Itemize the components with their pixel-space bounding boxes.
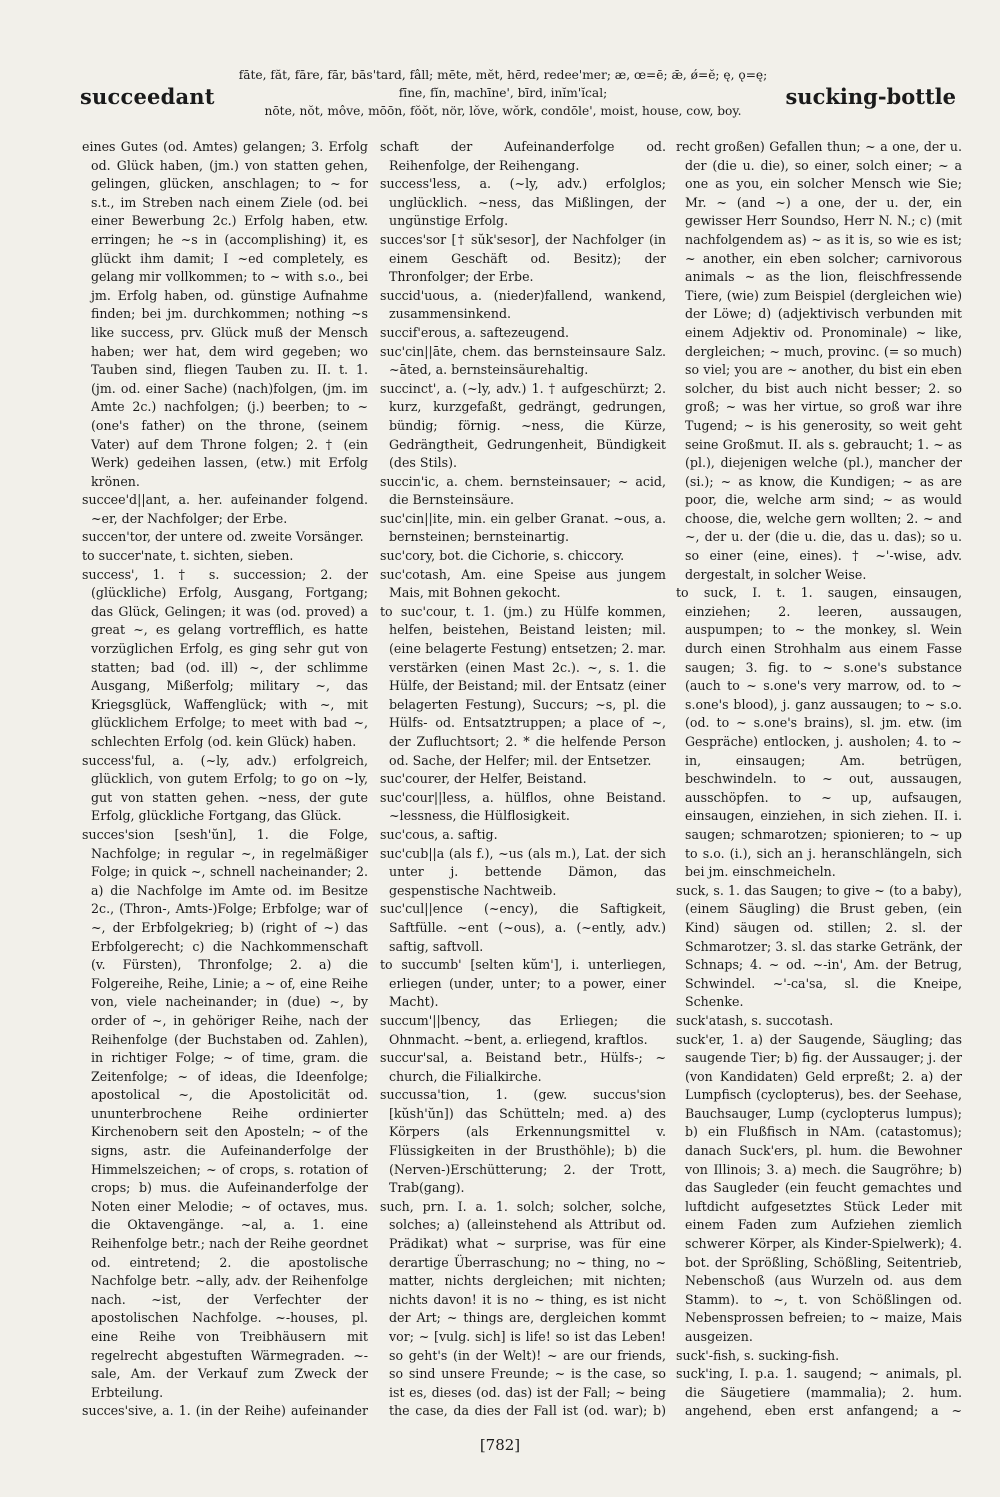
dictionary-entry: succum'||bency, das Erliegen; die Ohnmacht. ~bent, a. erliegend, kraftlos.	[380, 1012, 666, 1047]
dictionary-entry: to suc'cour, t. 1. (jm.) zu Hülfe kommen, helfen, beistehen, Beistand leisten; mil. (eine belagerte Festung) entsetzen; 2. mar. verstärken (einen Mast 2c.). ~, s. 1. die Hülfe, der Beistand; mil. der Entsatz (einer belagerten Festung), Succurs; ~s, pl. die Hülfs- od. Entsatztruppen; a place of ~, der Zufluchtsort; 2. * die helfende Person od. Sache, der Helfer; mil. der Entsetzer.	[380, 603, 666, 768]
dictionary-entry: such, prn. I. a. 1. solch; solcher, solche, solches; a) (alleinstehend als Attribut od. Prädikat) what ~ surprise, was für eine derartige Überraschung; no ~ thing, no ~ matter, nichts dergleichen; mit nichten; nichts davon! it is no ~ thing, es ist nicht der Art; ~ things are, dergleichen kommt vor; ~ [vulg. sich] is life! so ist das Leben! so geht's (in der Welt)! ~ are our friends, so sind unsere Freunde; ~ is the case, so ist es, dieses (od. das) ist der Fall; ~ being the case, da dies der Fall ist (od. war); b)	[380, 1198, 666, 1418]
dictionary-entry: succif'erous, a. saftezeugend.	[380, 324, 570, 340]
dictionary-entry: succur'sal, a. Beistand betr., Hülfs-; ~ church, die Filialkirche.	[380, 1050, 666, 1084]
dictionary-entry: suck, s. 1. das Saugen; to give ~ (to a baby), (einem Säugling) die Brust geben, (ein Kind) säugen od. stillen; 2. sl. der Schmarotzer; 3. sl. das starke Getränk, der Schnaps; 4. ~ od. ~-in', Am. der Betrug, Schwindel. ~'-ca'sa, sl. die Kneipe, Schenke.	[676, 882, 962, 1010]
dictionary-entry: suc'courer, der Helfer, Beistand.	[380, 771, 587, 787]
dictionary-entry: schaft der Aufeinanderfolge od. Reihenfolge, der Reihengang.	[380, 139, 666, 173]
guide-word-right: sucking-bottle	[785, 84, 956, 109]
key-line: nōte, nŏt, môve, mōōn, fŏŏt, nör, lŏve, wŏrk, condōle', moist, house, cow, boy.	[264, 104, 742, 118]
column-2	[380, 138, 666, 1418]
guide-word-left: succeedant	[80, 84, 215, 109]
dictionary-entry: suck'er, 1. a) der Saugende, Säugling; das saugende Tier; b) fig. der Aussauger; j. der (von Kandidaten) Geld erpreßt; 2. a) der Lumpfisch (cyclopterus), bes. der Seehase, Bauchsauger, Lump (cyclopterus lumpus); b) ein Flußfisch in NAm. (catastomus); danach Suck'ers, pl. hum. die Bewohner von Illinois; 3. a) mech. die Saugröhre; b) das Saugleder (ein feucht gemachtes und luftdicht aufgesetztes Stück Leder mit einem Faden zum Aufziehen ziemlich schwerer Körper, als Kinder-Spielwerk); 4. bot. der Sprößling, Schößling, Seitentrieb, Nebenschoß (aus Wurzeln od. aus dem Stamm). to ~, t. von Schößlingen od. Nebensprossen befreien; to ~ maize, Mais ausgeizen.	[676, 1031, 962, 1344]
dictionary-entry: to succumb' [selten kŭm'], i. unterliegen, erliegen (under, unter; to a power, einer Macht).	[380, 957, 666, 1010]
dictionary-entry: suc'cul||ence (~ency), die Saftigkeit, Saftfülle. ~ent (~ous), a. (~ently, adv.) saftig, saftvoll.	[380, 901, 666, 954]
text-columns	[82, 138, 962, 1418]
dictionary-entry: suc'cub||a (als f.), ~us (als m.), Lat. der sich unter j. bettende Dämon, das gespenstische Nachtweib.	[380, 845, 666, 898]
dictionary-entry: succes'sor [† sŭk'sesor], der Nachfolger (in einem Geschäft od. Besitz); der Thronfolger; der Erbe.	[380, 231, 666, 285]
dictionary-entry: suc'cory, bot. die Cichorie, s. chiccory.	[380, 548, 625, 564]
dictionary-entry: succussa'tion, 1. (gew. succus'sion [kŭsh'ŭn]) das Schütteln; med. a) des Körpers (als Erkennungsmittel v. Flüssigkeiten in der Brusthöhle); b) die (Nerven-)Erschütterung; 2. der Trott, Trab(gang).	[380, 1087, 666, 1196]
column-1	[82, 138, 368, 1418]
dictionary-entry: to suck, I. t. 1. saugen, einsaugen, einziehen; 2. leeren, aussaugen, auspumpen; to ~ the monkey, sl. Wein durch einen Strohhalm aus einem Fasse saugen; 3. fig. to ~ s.one's substance (auch to ~ s.one's very marrow, od. to ~ s.one's blood), j. ganz aussaugen; to ~ s.o. (od. to ~ s.one's brains), sl. jm. etw. (im Gespräche) entlocken, j. ausholen; 4. to ~ in, einsaugen; Am. betrügen, beschwindeln. to ~ out, aussaugen, ausschöpfen. to ~ up, aufsaugen, einsaugen, einziehen, in sich ziehen. II. i. saugen; schmarotzen; spionieren; to ~ up to s.o. (i.), sich an j. heranschlängeln, sich bei jm. einschmeicheln.	[676, 585, 962, 880]
key-line: fāte, făt, fāre, fār, bās'tard, fâll; mēte, mĕt, hērd, redee'mer; æ, œ=ē; ǣ, ǿ=ĕ; ę, ǫ=ę;	[238, 68, 768, 82]
dictionary-entry: suc'cin||āte, chem. das bernsteinsaure Salz. ~āted, a. bernsteinsäurehaltig.	[380, 343, 666, 378]
dictionary-entry: suc'cour||less, a. hülflos, ohne Beistand. ~lessness, die Hülflosigkeit.	[380, 789, 666, 824]
page-number: [782]	[479, 1436, 521, 1454]
key-line: fīne, fĭn, machīne', bīrd, inĭm'ĭcal;	[398, 86, 608, 100]
dictionary-entry: recht großen) Gefallen thun; ~ a one, der u. der (die u. die), so einer, solch einer; ~ a one as you, ein solcher Mensch wie Sie; Mr. ~ (and ~) a one, der u. der, ein gewisser Herr Soundso, Herr N. N.; c) (mit nachfolgendem as) ~ as it is, so wie es ist; ~ another, ein eben solcher; carnivorous animals ~ as the lion, fleischfressende Tiere, (wie) zum Beispiel (dergleichen wie) der Löwe; d) (adjektivisch verbunden mit einem Adjektiv od. Pronominale) ~ like, dergleichen; ~ much, provinc. (= so much) so viel; you are ~ another, du bist ein eben solcher, du bist auch nicht besser; 2. so groß; ~ was her virtue, so groß war ihre Tugend; ~ is his generosity, so weit geht seine Großmut. II. als s. gebraucht; 1. ~ as (pl.), diejenigen welche (pl.), mancher der (si.); ~ as know, die Kundigen; ~ as are poor, die, welche arm sind; ~ as would choose, die, welche gern wollten; 2. ~ and ~, der u. der (die u. die, das u. das); so u. so einer (eine, eines). † ~'-wise, adv. dergestalt, in solcher Weise.	[676, 139, 962, 582]
dictionary-entry: succee'd||ant, a. her. aufeinander folgend. ~er, der Nachfolger; der Erbe.	[82, 492, 368, 526]
dictionary-entry: to succer'nate, t. sichten, sieben.	[82, 548, 294, 564]
dictionary-entry: eines Gutes (od. Amtes) gelangen; 3. Erfolg od. Glück haben, (jm.) von statten gehen, gelingen, glücken, anschlagen; to ~ for s.t., im Streben nach einem Ziele (od. bei einer Bewerbung 2c.) Erfolg haben, etw. erringen; he ~s in (accomplishing) it, es glückt ihm damit; I ~ed completely, es gelang mir vollkommen; to ~ with s.o., bei jm. Erfolg haben, od. günstige Aufnahme finden; bei jm. durchkommen; nothing ~s like success, prv. Glück muß der Mensch haben; wer hat, dem wird gegeben; wo Tauben sind, fliegen Tauben zu. II. t. 1. (jm. od. einer Sache) (nach)folgen, (jm. im Amte 2c.) nachfolgen; (j.) beerben; to ~ (one's father) on the throne, (seinem Vater) auf dem Throne folgen; 2. † (ein Werk) gedeihen lassen, (etw.) mit Erfolg krönen.	[82, 139, 368, 489]
dictionary-entry: succes'sion [sesh'ŭn], 1. die Folge, Nachfolge; in regular ~, in regelmäßiger Folge; in quick ~, schnell nacheinander; 2. a) die Nachfolge im Amte od. im Besitze 2c., (Thron-, Amts-)Folge; Erbfolge; war of ~, der Erbfolgekrieg; b) (right of ~) das Erbfolgerecht; c) die Nachkommenschaft (v. Fürsten), Thronfolge; 2. a) die Folgereihe, Reihe, Linie; a ~ of, eine Reihe von, viele nacheinander; in (due) ~, by order of ~, in gehöriger Reihe, nach der Reihenfolge (der Buchstaben od. Zahlen), in richtiger Folge; ~ of time, gram. die Zeitenfolge; ~ of ideas, die Ideenfolge; apostolical ~, die Apostolicität od. ununterbrochene Reihe ordinierter Kirchenobern seit den Aposteln; ~ of the signs, astr. die Aufeinanderfolge der Himmelszeichen; ~ of crops, s. rotation of crops; b) mus. die Aufeinanderfolge der Noten einer Melodie; ~ of octaves, mus. die Oktavengänge. ~al, a. 1. eine Reihenfolge betr.; nach der Reihe geordnet od. eintretend; 2. die apostolische Nachfolge betr. ~ally, adv. der Reihenfolge nach. ~ist, der Verfechter der apostolischen Nachfolge. ~-houses, pl. eine Reihe von Treibhäusern mit regelrecht abgestuften Wärmegraden. ~-sale, Am. der Verkauf zum Zweck der Erbteilung.	[82, 826, 368, 1400]
column-3	[676, 138, 962, 1418]
dictionary-entry: suc'cin||ite, min. ein gelber Granat. ~ous, a. bernsteinen; bernsteinartig.	[380, 510, 666, 545]
dictionary-entry: succen'tor, der untere od. zweite Vorsänger.	[82, 529, 364, 545]
dictionary-entry: success'less, a. (~ly, adv.) erfolglos; unglücklich. ~ness, das Mißlingen, der ungünstige Erfolg.	[380, 176, 666, 229]
dictionary-entry: succin'ic, a. chem. bernsteinsauer; ~ acid, die Bernsteinsäure.	[380, 473, 666, 508]
dictionary-entry: suc'cous, a. saftig.	[380, 826, 498, 842]
dictionary-entry: suc'cotash, Am. eine Speise aus jungem Mais, mit Bohnen gekocht.	[380, 566, 666, 601]
dictionary-entry: success', 1. † s. succession; 2. der (glückliche) Erfolg, Ausgang, Fortgang; das Glück, Gelingen; it was (od. proved) a great ~, es gelang vortrefflich, es hatte vorzüglichen Erfolg, es ging sehr gut von statten; bad (od. ill) ~, der schlimme Ausgang, Mißerfolg; military ~, das Kriegsglück, Waffenglück; with ~, mit glücklichem Erfolge; to meet with bad ~, schlechten Erfolg (od. kein Glück) haben.	[82, 566, 368, 749]
dictionary-entry: success'ful, a. (~ly, adv.) erfolgreich, glücklich, von gutem Erfolg; to go on ~ly, gut von statten gehen. ~ness, der gute Erfolg, glückliche Fortgang, das Glück.	[82, 752, 368, 824]
pronunciation-key	[228, 66, 778, 120]
running-header	[80, 66, 956, 130]
dictionary-entry: suck'atash, s. succotash.	[676, 1012, 834, 1028]
dictionary-entry: succid'uous, a. (nieder)fallend, wankend, zusammensinkend.	[380, 287, 666, 322]
dictionary-entry: succinct', a. (~ly, adv.) 1. † aufgeschürzt; 2. kurz, kurzgefaßt, gedrängt, gedrungen, bündig; förnig. ~ness, die Kürze, Gedrängtheit, Gedrungenheit, Bündigkeit (des Stils).	[380, 380, 666, 471]
dictionary-entry: succes'sive, a. 1. (in der Reihe) aufeinander	[82, 1403, 368, 1418]
dictionary-entry: suck'-fish, s. sucking-fish.	[676, 1347, 840, 1363]
dictionary-entry: suck'ing, I. p.a. 1. saugend; ~ animals, pl. die Säugetiere (mammalia); 2. hum. angehend, eben erst anfangend; a ~	[676, 1366, 962, 1418]
